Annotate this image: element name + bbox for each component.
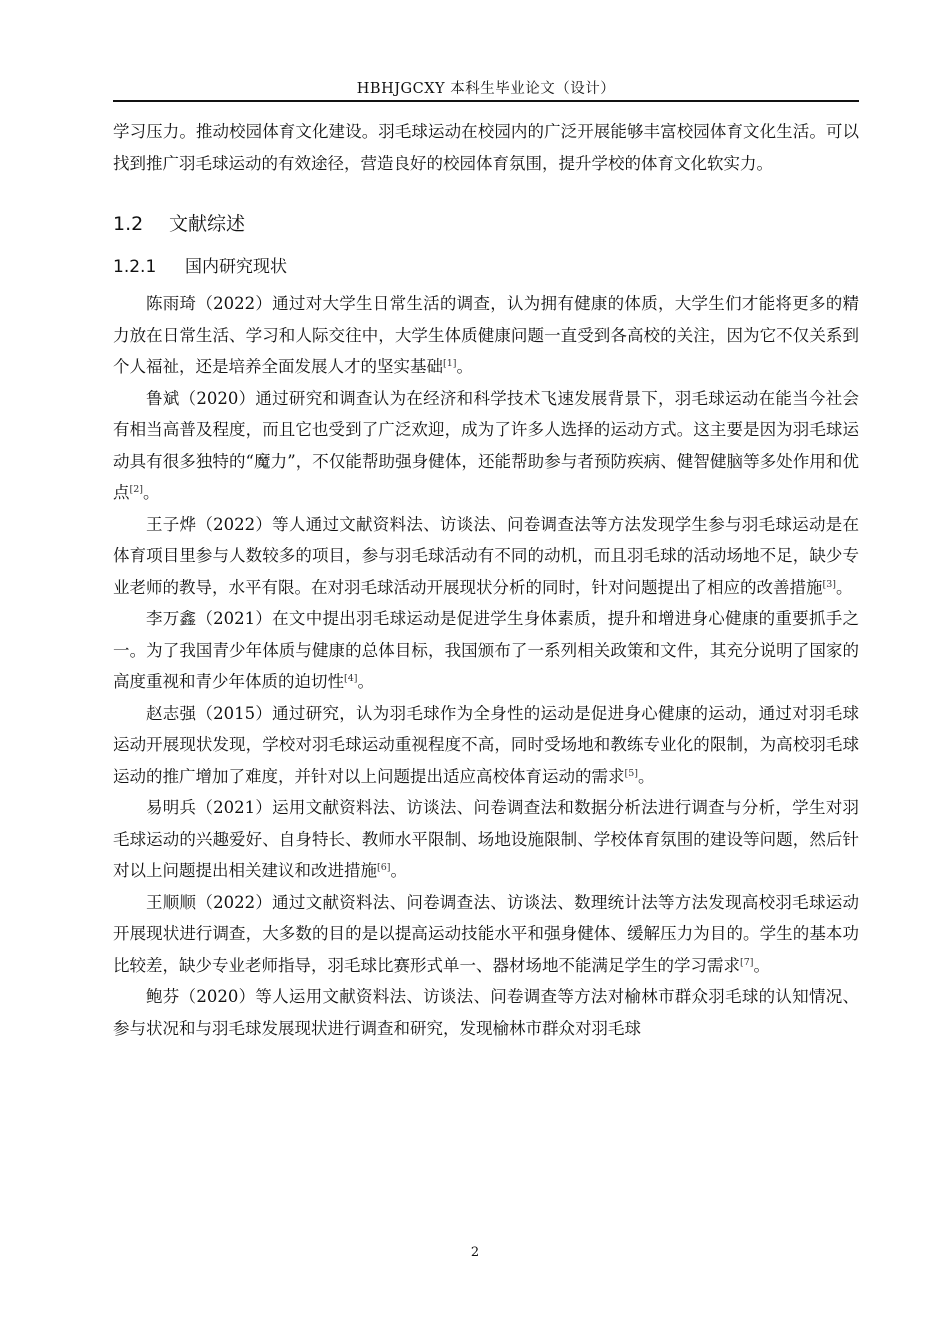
section-number: 1.2 <box>113 213 144 235</box>
paragraph-end: 。 <box>753 955 770 975</box>
section-title: 文献综述 <box>169 213 246 235</box>
citation-ref[interactable]: [6] <box>377 862 391 873</box>
paragraph-end: 。 <box>390 861 407 880</box>
paragraph-text: 王顺顺（2022）通过文献资料法、问卷调查法、访谈法、数理统计法等方法发现高校羽毛球运动开展现状进行调查，大多数的目的是以提高运动技能水平和强身健体、缓解压力为目的。学生的基本功比较差，缺少专业老师指导，羽毛球比赛形式单一、器材场地不能满足学生的学习需求 <box>113 892 859 975</box>
citation-ref[interactable]: [5] <box>624 767 638 779</box>
paragraph-text: 鲍芬（2020）等人运用文献资料法、访谈法、问卷调查等方法对榆林市群众羽毛球的认知情况、参与状况和与羽毛球发展现状进行调查和研究，发现榆林市群众对羽毛球 <box>113 987 859 1038</box>
review-paragraph <box>113 981 859 1044</box>
paragraph-end: 。 <box>456 357 473 376</box>
paragraph-text: 鲁斌（2020）通过研究和调查认为在经济和科学技术飞速发展背景下，羽毛球运动在能当今社会有相当高普及程度，而且它也受到了广泛欢迎，成为了许多人选择的运动方式。这主要是因为羽毛球运动具有很多独特的“魔力”，不仅能帮助强身健体，还能帮助参与者预防疾病、健智健脑等多处作用和优点 <box>113 388 859 502</box>
paragraph-text: 易明兵（2021）运用文献资料法、访谈法、问卷调查法和数据分析法进行调查与分析，学生对羽毛球运动的兴趣爱好、自身特长、教师水平限制、场地设施限制、学校体育氛围的建设等问题，然后针对以上问题提出相关建议和改进措施 <box>113 798 859 880</box>
review-paragraph <box>113 698 859 793</box>
subsection-number: 1.2.1 <box>113 257 157 277</box>
review-paragraph <box>113 288 859 383</box>
section-heading <box>113 210 859 238</box>
subsection-heading <box>113 253 859 281</box>
review-paragraph <box>113 509 859 604</box>
review-paragraph <box>113 887 859 982</box>
paragraph-end: 。 <box>357 672 374 691</box>
paragraph-text: 陈雨琦（2022）通过对大学生日常生活的调查，认为拥有健康的体质，大学生们才能将更多的精力放在日常生活、学习和人际交往中，大学生体质健康问题一直受到各高校的关注，因为它不仅关系到个人福祉，还是培养全面发展人才的坚实基础 <box>113 294 859 376</box>
paragraph-end: 。 <box>835 577 853 597</box>
review-paragraph <box>113 383 859 509</box>
paragraph-end: 。 <box>142 483 160 502</box>
paragraph-text: 赵志强（2015）通过研究，认为羽毛球作为全身性的运动是促进身心健康的运动，通过对羽毛球运动开展现状发现，学校对羽毛球运动重视程度不高，同时受场地和教练专业化的限制，为高校羽毛球运动的推广增加了难度，并针对以上问题提出适应高校体育运动的需求 <box>113 703 859 786</box>
citation-ref[interactable]: [7] <box>740 956 754 968</box>
paragraph-text: 王子烨（2022）等人通过文献资料法、访谈法、问卷调查法等方法发现学生参与羽毛球运动是在体育项目里参与人数较多的项目，参与羽毛球活动有不同的动机，而且羽毛球的活动场地不足，缺少专业老师的教导，水平有限。在对羽毛球活动开展现状分析的同时，针对问题提出了相应的改善措施 <box>113 514 859 597</box>
paragraph-text: 李万鑫（2021）在文中提出羽毛球运动是促进学生身体素质，提升和增进身心健康的重要抓手之一。为了我国青少年体质与健康的总体目标，我国颁布了一系列相关政策和文件，其充分说明了国家的高度重视和青少年体质的迫切性 <box>113 609 859 691</box>
citation-ref[interactable]: [3] <box>822 578 836 590</box>
citation-ref[interactable]: [4] <box>344 673 358 684</box>
page-number: 2 <box>470 1245 480 1260</box>
citation-ref[interactable]: [2] <box>129 484 143 495</box>
subsection-title: 国内研究现状 <box>185 257 287 277</box>
document-body <box>113 116 859 1044</box>
citation-ref[interactable]: [1] <box>443 358 457 369</box>
intro-paragraph: 学习压力。推动校园体育文化建设。羽毛球运动在校园内的广泛开展能够丰富校园体育文化生活。可以找到推广羽毛球运动的有效途径，营造良好的校园体育氛围，提升学校的体育文化软实力。 <box>113 122 859 173</box>
running-header: HBHJGCXY 本科生毕业论文（设计） <box>356 81 616 97</box>
review-paragraph <box>113 603 859 698</box>
header-rule <box>113 100 859 102</box>
review-paragraph <box>113 792 859 887</box>
paragraph-end: 。 <box>637 766 655 786</box>
